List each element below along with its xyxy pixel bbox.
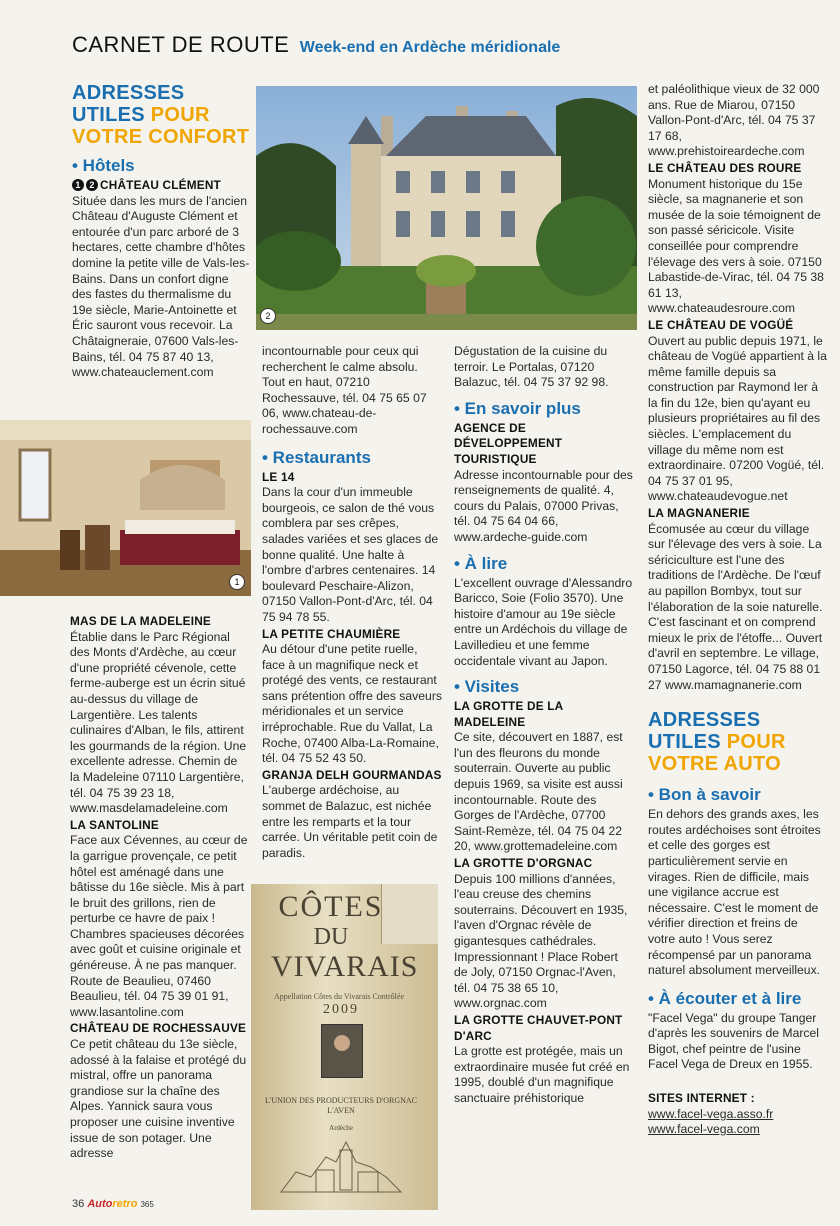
resto-text-le14: Dans la cour d'un immeuble bourgeois, ce salon de thé vous comblera par ses crêpes, salades variées et ses glaces de bonne qualité. Une halte à l'ombre d'arbres centenaires. 14 boulevard Peschaire-Alizon, 07150 Vallon-Pont-d'Arc, tél. 04 75 94 78 55. <box>262 485 439 624</box>
wine-year: 2009 <box>323 1002 359 1017</box>
grotte-madeleine-title: LA GROTTE DE LA MADELEINE <box>454 699 563 729</box>
granja-continued: Dégustation de la cuisine du terroir. Le Portalas, 07120 Balazuc, tél. 04 75 37 92 98. <box>454 344 609 390</box>
rochessauve-continued: incontournable pour ceux qui recherchent le calme absolu. Tout en haut, 07210 Rochessauve, tél. 04 75 65 07 06, www.chateau-de-rochessauve.com <box>262 344 427 436</box>
hotel-text-rochessauve: Ce petit château du 13e siècle, adossé à la falaise et protégé du mistral, offre un panorama grandiose sur la chaîne des Alpes. Yannick saura vous proposer une cuisine inventive issue de son potager. Une adresse <box>70 1037 247 1161</box>
site-link-1[interactable]: www.facel-vega.asso.fr <box>648 1106 774 1121</box>
hotel-title-rochessauve: CHÂTEAU DE ROCHESSAUVE <box>70 1021 247 1036</box>
hotel-title-madeleine: MAS DE LA MADELEINE <box>70 614 211 628</box>
agence-text: Adresse incontournable pour des renseignements de qualité. 4, cours du Palais, 07000 Privas, tél. 04 75 64 04 66, www.ardeche-guide.com <box>454 467 633 544</box>
auto-heading: ADRESSES UTILES POUR VOTRE AUTO <box>648 709 786 776</box>
wine-village-drawing <box>276 1132 406 1202</box>
agence-title: AGENCE DE DÉVELOPPEMENT TOURISTIQUE <box>454 420 563 466</box>
grotte-madeleine-text: Ce site, découvert en 1887, est l'un des fleurons du monde souterrain. Ouverte au public depuis 1969, sa visite est aussi incontournable. Route des Gorges de l'Ardèche, 07700 Saint-Remèze, tél. 04 75 04 22 20, www.grottemadeleine.com <box>454 730 623 854</box>
resto-text-chaumiere: Au détour d'une petite ruelle, face à un magnifique neck et protégé des vents, ce restaurant sans prétention offre des saveurs méridionales et un service irréprochable. Rue du Vallat, La Roche, 07400 Alba-La-Romaine, tél. 04 75 52 43 50. <box>262 642 442 766</box>
vogue-title: LE CHÂTEAU DE VOGÜÉ <box>648 317 794 332</box>
hotels-heading: • Hôtels <box>72 156 135 175</box>
section-subtitle: Week-end en Ardèche méridionale <box>299 39 561 56</box>
hotel-text-santoline: Face aux Cévennes, au cœur de la garrigue provençale, ce petit hôtel est aménagé dans une bâtisse du 16e siècle. Mis à part le bruit des grillons, rien de perturbe ce havre de paix ! Chambres spacieuses décorées avec goût et cuisine originale et généreuse. À ne pas manquer. Route de Beaulieu, 07460 Beaulieu, tél. 04 75 39 01 91, www.lasantoline.com <box>70 833 248 1019</box>
magnanerie-title: LA MAGNANERIE <box>648 506 750 521</box>
wine-label-text: CÔTES DU VIVARAIS <box>271 890 419 983</box>
column-2 <box>262 344 442 861</box>
hotel-title-clement: 1 2 CHÂTEAU CLÉMENT <box>72 178 250 194</box>
page-number: 36 <box>72 1198 85 1210</box>
a-lire-text: L'excellent ouvrage d'Alessandro Baricco, Soie (Folio 3570). Une histoire d'amour au 19e siècle entre un Ardéchois du village de Lavilledieu et une femme occidentale vivant au Japon. <box>454 575 633 668</box>
wine-bottle-photo <box>251 884 438 1210</box>
a-ecouter-text: "Facel Vega" du groupe Tanger d'après les souvenirs de Marcel Bigot, chef peintre de l'usine Facel Vega de Dreux en 1955. <box>648 1010 819 1072</box>
bon-a-savoir-heading: • Bon à savoir <box>648 785 761 805</box>
grotte-chauvet-title: LA GROTTE CHAUVET-PONT D'ARC <box>454 1012 623 1043</box>
vogue-text: Ouvert au public depuis 1971, le château de Vogüé appartient à la même famille depuis sa construction par Raymond Ier à la fin du 12e, bien qu'ayant eu plusieurs propriétaires au fil des siècles. L'emplacement du village du même nom est extraordinaire. 07200 Vogüé, tél. 04 75 37 01 95, www.chateaudevogue.net <box>648 333 827 504</box>
grotte-orgnac-text: Depuis 100 millions d'années, l'eau creuse des chemins souterrains. Découvert en 1935, l'aven d'Orgnac révèle de gigantesques cathédrales. Impressionnant ! Place Robert de Joly, 07150 Orgnac-l'Aven, tél. 04 75 38 65 10, www.orgnac.com <box>454 871 628 1011</box>
grotte-orgnac-title: LA GROTTE D'ORGNAC <box>454 856 593 871</box>
sites-internet-title: SITES INTERNET : <box>648 1091 755 1106</box>
a-lire-heading: • À lire <box>454 553 508 573</box>
page-footer <box>72 1198 154 1210</box>
column-3 <box>454 344 634 1107</box>
restaurants-heading: • Restaurants <box>262 447 371 467</box>
wine-portrait <box>321 1024 363 1078</box>
photo-badge-1: 1 <box>229 574 245 590</box>
bon-a-savoir-text: En dehors des grands axes, les routes ardéchoises sont étroites et celle des gorges est particulièrement servie en virages. Rien de difficile, mais une vigilance accrue est nécessaire. C'est le moment de vérifier direction et freins de votre auto ! Vous serez récompensé par un panorama naturel absolument merveilleux. <box>648 807 821 978</box>
resto-title-granja: GRANJA DELH GOURMANDAS <box>262 767 442 782</box>
photo-badge-2: 2 <box>260 308 276 324</box>
visites-heading: • Visites <box>454 677 520 697</box>
resto-title-le14: LE 14 <box>262 469 295 484</box>
wine-region: Ardèche <box>329 1124 353 1132</box>
hotel-text-clement: Située dans les murs de l'ancien Château d'Auguste Clément et entourée d'un parc arboré de 3 hectares, cette chambre d'hôtes domine la petite ville de Vals-les-Bains. Dans un confort digne des fastes du thermalisme du 19e siècle, Marie-Antoinette et Éric sauront vous recevoir. La Châtaigneraie, 07600 Vals-les-Bains, tél. 04 75 87 40 13, www.chateauclement.com <box>72 193 250 380</box>
confort-heading: ADRESSES UTILES POUR VOTRE CONFORT <box>72 82 250 148</box>
brand-retro: retro <box>112 1198 138 1210</box>
brand-auto: Auto <box>87 1198 113 1210</box>
grotte-chauvet-text: La grotte est protégée, mais un extraordinaire musée fut créé en 1995, doublé d'un magnifique sanctuaire préhistorique <box>454 1044 630 1105</box>
site-link-2[interactable]: www.facel-vega.com <box>648 1122 760 1137</box>
chauvet-continued: et paléolithique vieux de 32 000 ans. Rue de Miarou, 07150 Vallon-Pont-d'Arc, tél. 04 75 37 17 68, www.prehistoireardeche.com <box>648 82 820 159</box>
a-ecouter-heading: • À écouter et à lire <box>648 988 802 1008</box>
section-title: CARNET DE ROUTE <box>72 32 290 57</box>
column-4 <box>648 82 828 1138</box>
roure-text: Monument historique du 15e siècle, sa magnanerie et son musée de la soie témoignent de son passé séricicole. Visite conseillée pour comprendre l'élevage des vers à soie. 07150 Labastide-de-Virac, tél. 04 75 38 61 13, www.chateaudesroure.com <box>648 176 824 316</box>
issue-number: 365 <box>140 1200 154 1209</box>
roure-title: LE CHÂTEAU DES ROURE <box>648 160 802 175</box>
room-photo <box>0 420 251 596</box>
resto-title-chaumiere: LA PETITE CHAUMIÈRE <box>262 626 401 641</box>
hotel-text-madeleine: Établie dans le Parc Régional des Monts d'Ardèche, au cœur d'une propriété cévenole, cette ferme-auberge est un écrin situé au-dessus du village de Largentière. Les talents culinaires d'Alban, le fils, attirent les gourmands de la région. Une excellente adresse. Chemin de la Madeleine 07110 Largentière, tél. 04 75 39 23 18, www.masdelamadeleine.com <box>70 629 247 816</box>
column-1-top <box>72 82 250 381</box>
resto-text-granja: L'auberge ardéchoise, au sommet de Balazuc, est nichée entre les remparts et la tour carrée. Un véritable petit coin de paradis. <box>262 783 438 860</box>
wine-producer: L'UNION DES PRODUCTEURS D'ORGNAC L'AVEN <box>264 1096 417 1115</box>
en-savoir-plus-heading: • En savoir plus <box>454 398 581 418</box>
hotel-title-santoline: LA SANTOLINE <box>70 817 159 832</box>
wine-appellation: Appellation Côtes du Vivarais Contrôlée <box>273 992 404 1001</box>
castle-photo <box>256 86 637 330</box>
page-header <box>72 32 560 58</box>
column-1-bottom <box>70 614 250 1162</box>
magnanerie-text: Écomusée au cœur du village sur l'élevage des vers à soie. La sériciculture est l'une des traditions de l'Ardèche. De l'œuf au papillon Bombyx, tout sur l'élaboration de la soie naturelle. C'est fascinant et on comprend mieux le prix de l'étoffe... Ouvert d'avril en septembre. Le village, 07150 Lagorce, tél. 04 75 88 01 27 www.mamagnanerie.com <box>648 521 823 692</box>
